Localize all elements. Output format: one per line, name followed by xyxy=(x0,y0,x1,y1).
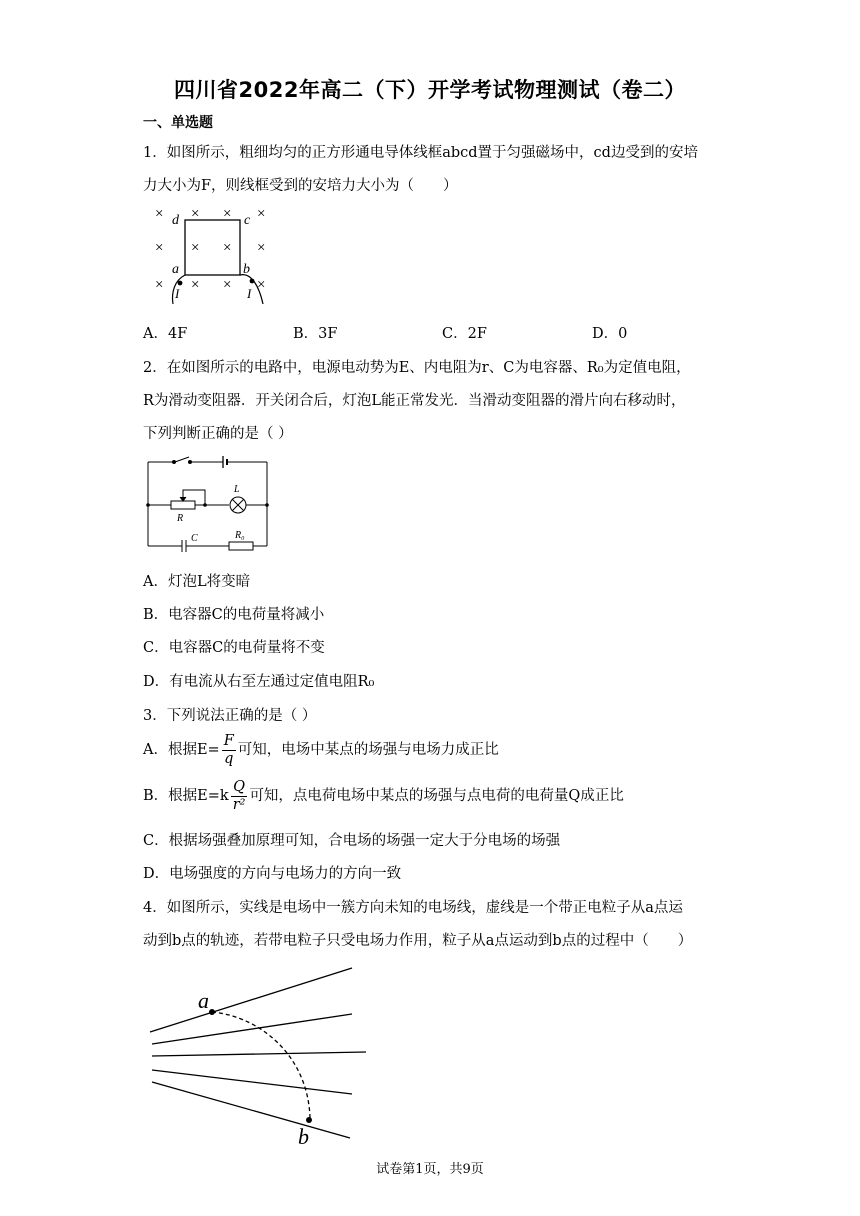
label-current-right: I xyxy=(247,286,252,301)
field-line-2 xyxy=(152,1014,352,1044)
svg-text:×: × xyxy=(223,206,232,222)
svg-text:×: × xyxy=(191,240,200,256)
svg-text:×: × xyxy=(257,206,266,222)
q2-option-d[interactable]: D．有电流从右至左通过定值电阻R₀ xyxy=(143,674,375,690)
q1-option-c[interactable]: C．2F xyxy=(442,326,487,342)
q3-option-c[interactable]: C．根据场强叠加原理可知，合电场的场强一定大于分电场的场强 xyxy=(143,833,561,849)
section-heading: 一、单选题 xyxy=(143,115,213,131)
q4-text-line2: 动到b点的轨迹，若带电粒子只受电场力作用，粒子从a点运动到b点的过程中（ ） xyxy=(143,933,693,949)
q2-text-line3: 下列判断正确的是（ ） xyxy=(143,426,293,442)
field-line-1 xyxy=(150,968,352,1032)
label-b: b xyxy=(243,262,250,277)
point-a xyxy=(209,1009,215,1015)
q3-option-a[interactable]: A．根据E= $\frac{F}{q}$ 可知，电场中某点的场强与电场力成正比 xyxy=(143,733,499,767)
q4-text-line1: 4．如图所示，实线是电场中一簇方向未知的电场线，虚线是一个带正电粒子从a点运 xyxy=(143,900,683,916)
field-line-3 xyxy=(152,1052,366,1056)
q2-option-b[interactable]: B．电容器C的电荷量将减小 xyxy=(143,607,325,623)
svg-text:×: × xyxy=(223,277,232,293)
q2-option-c[interactable]: C．电容器C的电荷量将不变 xyxy=(143,640,325,656)
q3-option-b[interactable]: B．根据E=k $\frac{Q}{\text{r²}}$ 可知，点电荷电场中某点的场强与点电荷的电荷量Q成正比 xyxy=(143,779,624,813)
label-a: a xyxy=(172,262,179,277)
q1-option-a[interactable]: A．4F xyxy=(143,326,188,342)
field-mark: × xyxy=(155,206,164,222)
page-footer: 试卷第1页，共9页 xyxy=(376,1162,484,1177)
svg-text:×: × xyxy=(155,277,164,293)
switch xyxy=(175,457,189,462)
page-title: 四川省2022年高二（下）开学考试物理测试（卷二） xyxy=(174,78,686,102)
svg-text:×: × xyxy=(223,240,232,256)
q3-text-line1: 3．下列说法正确的是（ ） xyxy=(143,708,317,724)
q3-option-d[interactable]: D．电场强度的方向与电场力的方向一致 xyxy=(143,866,402,882)
q2-figure-circuit xyxy=(143,452,273,552)
q2-option-a[interactable]: A．灯泡L将变暗 xyxy=(143,574,251,590)
label-b: b xyxy=(298,1124,309,1149)
resistor-r0 xyxy=(229,542,253,550)
rheostat xyxy=(171,501,195,509)
label-resistor: R₀ xyxy=(235,530,245,541)
label-current-left: I xyxy=(175,286,180,301)
svg-text:×: × xyxy=(257,240,266,256)
label-c: c xyxy=(244,213,251,228)
q1-option-b[interactable]: B．3F xyxy=(293,326,338,342)
svg-text:×: × xyxy=(257,277,266,293)
fraction-q-over-r2: $\frac{Q}{\text{r²}}$ xyxy=(232,779,246,813)
q1-figure-square-loop xyxy=(143,200,283,310)
label-lamp: L xyxy=(234,484,240,495)
q2-text-line2: R为滑动变阻器．开关闭合后，灯泡L能正常发光．当滑动变阻器的滑片向右移动时， xyxy=(143,393,686,409)
label-rheostat: R xyxy=(177,513,184,524)
svg-text:×: × xyxy=(191,206,200,222)
label-d: d xyxy=(172,213,179,228)
label-capacitor: C xyxy=(191,533,198,544)
svg-text:×: × xyxy=(155,240,164,256)
q4-figure-field-lines xyxy=(140,960,370,1150)
fraction-f-over-q: $\frac{F}{q}$ xyxy=(223,733,234,767)
svg-text:×: × xyxy=(191,277,200,293)
q2-text-line1: 2．在如图所示的电路中，电源电动势为E、内电阻为r、C为电容器、R₀为定值电阻， xyxy=(143,360,691,376)
point-b xyxy=(306,1117,312,1123)
q1-option-d[interactable]: D．0 xyxy=(592,326,628,342)
q1-text-line2: 力大小为F，则线框受到的安培力大小为（ ） xyxy=(143,178,458,194)
q1-text-line1: 1．如图所示，粗细均匀的正方形通电导体线框abcd置于匀强磁场中，cd边受到的安培 xyxy=(143,145,698,161)
label-a: a xyxy=(198,988,209,1013)
